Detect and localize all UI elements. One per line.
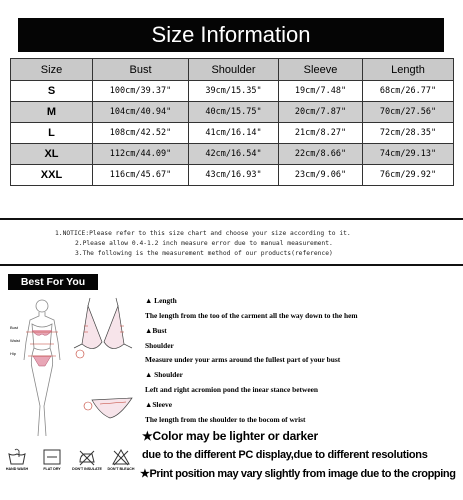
table-row xyxy=(11,81,454,102)
measurement-figure xyxy=(10,296,140,446)
size-cell: L xyxy=(11,123,93,144)
best-for-you-section xyxy=(0,268,463,500)
bust-cell: 112cm/44.09" xyxy=(93,144,189,165)
table-row xyxy=(11,165,454,186)
size-information-section xyxy=(0,0,463,218)
sleeve-desc: The length from the shoulder to the bocom of wrist xyxy=(145,415,306,424)
column-header-shoulder: Shoulder xyxy=(189,59,279,81)
size-cell: S xyxy=(11,81,93,102)
notice-line-3: 3.The following is the measurement method of our products(reference) xyxy=(75,250,333,257)
care-dont-bleach xyxy=(106,448,136,471)
table-row xyxy=(11,123,454,144)
hand-wash-icon xyxy=(7,448,27,466)
dont-iron-icon xyxy=(77,448,97,466)
bikini-top-product xyxy=(74,298,132,349)
position-note: ★Print position may vary slightly from image due to the cropping xyxy=(140,468,456,480)
waist-label: Waist xyxy=(10,338,20,343)
bust-label: Bust xyxy=(10,325,19,330)
notice-block xyxy=(55,229,455,259)
bust-cell: 116cm/45.67" xyxy=(93,165,189,186)
bikini-bottom-product xyxy=(92,398,132,418)
bust-desc: Measure under your arms around the fullest part of your bust xyxy=(145,355,341,364)
bust-cell: 100cm/39.37" xyxy=(93,81,189,102)
sleeve-cell: 19cm/7.48" xyxy=(279,81,363,102)
color-note: ★Color may be lighter or darker xyxy=(142,429,318,443)
column-header-sleeve: Sleeve xyxy=(279,59,363,81)
bust-title: ▲Bust xyxy=(145,326,167,335)
shoulder-cell: 40cm/15.75" xyxy=(189,102,279,123)
shoulder-cell: 43cm/16.93" xyxy=(189,165,279,186)
table-header-row xyxy=(11,59,454,81)
table-row xyxy=(11,144,454,165)
size-cell: XL xyxy=(11,144,93,165)
care-dont-insulate xyxy=(72,448,102,471)
best-for-you-label: Best For You xyxy=(8,274,98,290)
measure-marker-icon xyxy=(76,350,84,358)
shoulder-cell: 42cm/16.54" xyxy=(189,144,279,165)
length-cell: 76cm/29.92" xyxy=(363,165,454,186)
divider xyxy=(0,264,463,266)
flat-dry-icon xyxy=(42,448,62,466)
hand-wash-label: HAND WASH xyxy=(5,467,29,471)
sleeve-cell: 21cm/8.27" xyxy=(279,123,363,144)
sleeve-cell: 22cm/8.66" xyxy=(279,144,363,165)
shoulder-title: ▲ Shoulder xyxy=(145,370,183,379)
size-table xyxy=(10,58,454,186)
table-row xyxy=(11,102,454,123)
body-outline xyxy=(24,300,60,436)
page-title: Size Information xyxy=(18,18,444,52)
dont-bleach-label: DON'T BLEACH xyxy=(107,467,135,471)
length-cell: 70cm/27.56" xyxy=(363,102,454,123)
hip-label: Hip xyxy=(10,351,17,356)
bikini-top-on-figure xyxy=(32,330,52,335)
bikini-bottom-on-figure xyxy=(33,356,51,366)
column-header-size: Size xyxy=(11,59,93,81)
size-cell: XXL xyxy=(11,165,93,186)
dont-bleach-icon xyxy=(111,448,131,466)
bust-cell: 104cm/40.94" xyxy=(93,102,189,123)
measure-marker-icon xyxy=(84,402,92,410)
care-flat-dry xyxy=(37,448,67,471)
divider xyxy=(0,218,463,220)
display-note: due to the different PC display,due to different resolutions xyxy=(142,449,428,461)
sleeve-cell: 23cm/9.06" xyxy=(279,165,363,186)
length-title: ▲ Length xyxy=(145,296,177,305)
shoulder-cell: 39cm/15.35" xyxy=(189,81,279,102)
length-cell: 72cm/28.35" xyxy=(363,123,454,144)
bust-cell: 108cm/42.52" xyxy=(93,123,189,144)
column-header-bust: Bust xyxy=(93,59,189,81)
size-cell: M xyxy=(11,102,93,123)
length-cell: 74cm/29.13" xyxy=(363,144,454,165)
length-cell: 68cm/26.77" xyxy=(363,81,454,102)
notice-line-1: 1.NOTICE:Please refer to this size chart and choose your size according to it. xyxy=(55,230,351,237)
shoulder-cell: 41cm/16.14" xyxy=(189,123,279,144)
shoulder-label: Shoulder xyxy=(145,341,174,350)
sleeve-cell: 20cm/7.87" xyxy=(279,102,363,123)
column-header-length: Length xyxy=(363,59,454,81)
dont-insulate-label: DON'T INSULATE xyxy=(72,467,102,471)
sleeve-title: ▲Sleeve xyxy=(145,400,173,409)
length-desc: The length from the too of the carment all the way down to the hem xyxy=(145,311,358,320)
flat-dry-label: FLAT DRY xyxy=(43,467,61,471)
notice-line-2: 2.Please allow 0.4-1.2 inch measure error due to manual measurement. xyxy=(75,240,333,247)
shoulder-desc: Left and right acromion pond the inear stance between xyxy=(145,385,318,394)
care-hand-wash xyxy=(2,448,32,471)
